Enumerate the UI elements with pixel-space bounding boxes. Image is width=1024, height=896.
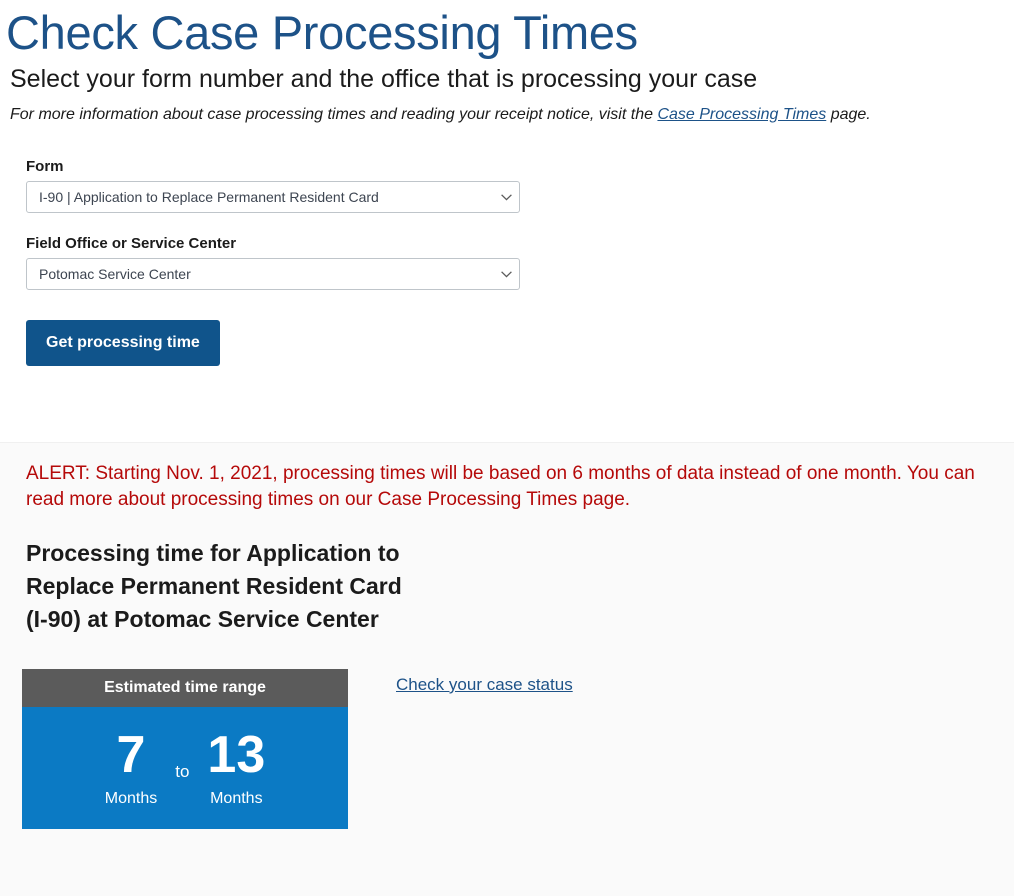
page-title: Check Case Processing Times (6, 6, 638, 59)
chevron-down-icon (493, 271, 519, 278)
office-select-value: Potomac Service Center (39, 266, 191, 283)
range-values (22, 707, 348, 829)
estimated-time-range-card (22, 669, 348, 829)
range-caption: Estimated time range (22, 669, 348, 707)
office-select[interactable] (26, 258, 520, 290)
range-row (22, 669, 1014, 829)
result-heading: Processing time for Application to Replace Permanent Resident Card (I-90) at Potomac Service Center (26, 539, 402, 633)
intro-text-after: page. (826, 106, 871, 124)
range-high-value: 13 (207, 725, 266, 784)
case-processing-times-link[interactable]: Case Processing Times (657, 106, 827, 124)
range-low-unit: Months (104, 789, 158, 807)
page-root (0, 8, 1024, 896)
intro-text-before: For more information about case processing times and reading your receipt notice, visit the (10, 106, 658, 124)
range-high-unit: Months (210, 789, 263, 807)
range-high-block (207, 725, 266, 807)
range-low-block (104, 725, 158, 807)
results-panel (0, 442, 1014, 896)
form-select-label: Form (26, 158, 64, 176)
get-processing-time-button[interactable]: Get processing time (26, 320, 220, 366)
range-separator: to (175, 761, 190, 781)
range-low-value: 7 (116, 725, 146, 784)
intro-text (10, 106, 1024, 124)
check-case-status-link[interactable]: Check your case status (396, 674, 573, 694)
form-select-value: I-90 | Application to Replace Permanent Resident Card (39, 189, 379, 206)
lookup-form (26, 158, 1024, 366)
page-subtitle: Select your form number and the office that is processing your case (10, 65, 758, 94)
office-select-label: Field Office or Service Center (26, 235, 237, 253)
chevron-down-icon (493, 194, 519, 201)
form-select[interactable] (26, 181, 520, 213)
alert-message: ALERT: Starting Nov. 1, 2021, processing times will be based on 6 months of data instead of one month. You can read more about processing times on our Case Processing Times page. (26, 463, 975, 510)
